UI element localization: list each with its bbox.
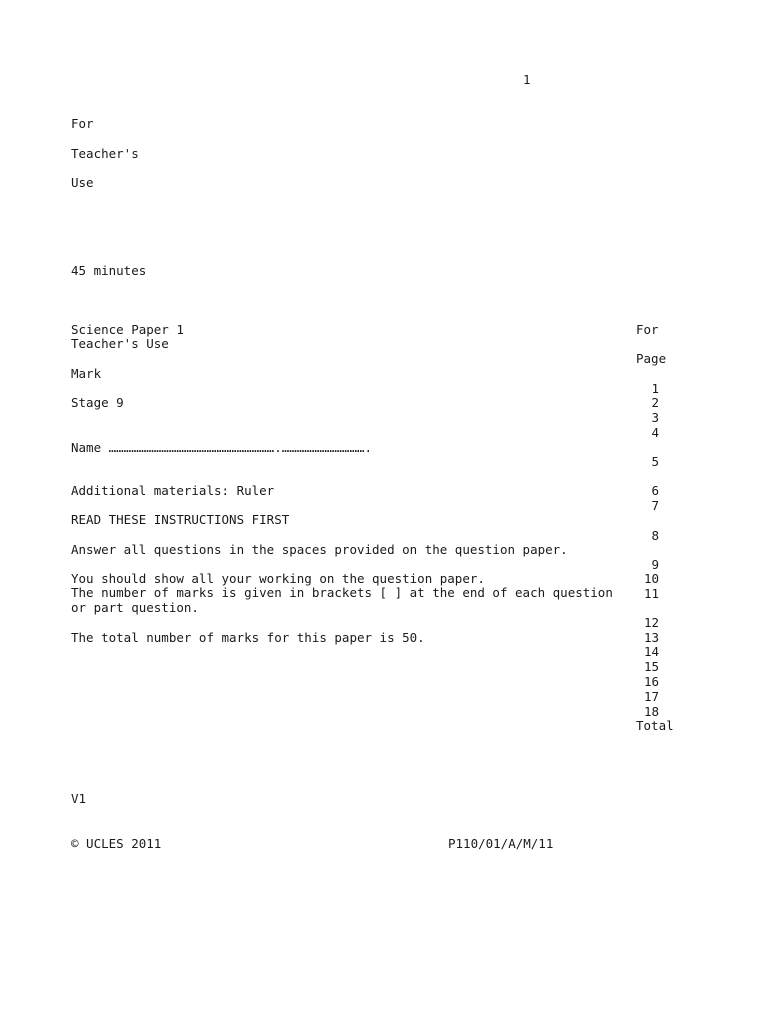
mark-table-page: 10 bbox=[643, 571, 659, 586]
mark-table-page: 14 bbox=[643, 644, 659, 659]
mark-table-page: 8 bbox=[651, 528, 659, 543]
teachers-use-label: Teacher's Use bbox=[71, 336, 169, 351]
mark-table-page: 17 bbox=[643, 689, 659, 704]
side-note-teachers: Teacher's bbox=[71, 146, 139, 161]
mark-table-total-label: Total bbox=[636, 718, 674, 733]
instructions-heading: READ THESE INSTRUCTIONS FIRST bbox=[71, 512, 290, 527]
mark-label: Mark bbox=[71, 366, 102, 381]
side-note-for: For bbox=[71, 116, 94, 131]
instruction-line: The number of marks is given in brackets [ ] at the end of each question bbox=[71, 585, 613, 600]
additional-materials: Additional materials: Ruler bbox=[71, 483, 275, 498]
stage-label: Stage 9 bbox=[71, 395, 124, 410]
instruction-line: or part question. bbox=[71, 600, 199, 615]
mark-table-page: 11 bbox=[643, 586, 659, 601]
mark-table-page: 13 bbox=[643, 630, 659, 645]
side-note-use: Use bbox=[71, 175, 94, 190]
instruction-line: The total number of marks for this paper is 50. bbox=[71, 630, 425, 645]
copyright: © UCLES 2011 bbox=[71, 836, 162, 851]
mark-table-page: 4 bbox=[651, 425, 659, 440]
mark-table-page: 1 bbox=[651, 381, 659, 396]
mark-table-page-label: Page bbox=[636, 351, 667, 366]
mark-table-page: 6 bbox=[651, 483, 659, 498]
page-number: 1 bbox=[523, 72, 531, 87]
instruction-line: Answer all questions in the spaces provided on the question paper. bbox=[71, 542, 568, 557]
paper-title: Science Paper 1 bbox=[71, 322, 184, 337]
instruction-line: You should show all your working on the question paper. bbox=[71, 571, 485, 586]
mark-table-page: 9 bbox=[651, 557, 659, 572]
mark-table-page: 18 bbox=[643, 704, 659, 719]
version-label: V1 bbox=[71, 791, 87, 806]
mark-table-page: 7 bbox=[651, 498, 659, 513]
mark-table-page: 2 bbox=[651, 395, 659, 410]
duration: 45 minutes bbox=[71, 263, 147, 278]
mark-table-for-label: For bbox=[636, 322, 659, 337]
mark-table-page: 12 bbox=[643, 615, 659, 630]
mark-table-page: 16 bbox=[643, 674, 659, 689]
candidate-name-line: Name ………………………………………………………….……………………………. bbox=[71, 440, 373, 455]
mark-table-page: 3 bbox=[651, 410, 659, 425]
mark-table-page: 15 bbox=[643, 659, 659, 674]
paper-code: P110/01/A/M/11 bbox=[448, 836, 554, 851]
mark-table-page: 5 bbox=[651, 454, 659, 469]
